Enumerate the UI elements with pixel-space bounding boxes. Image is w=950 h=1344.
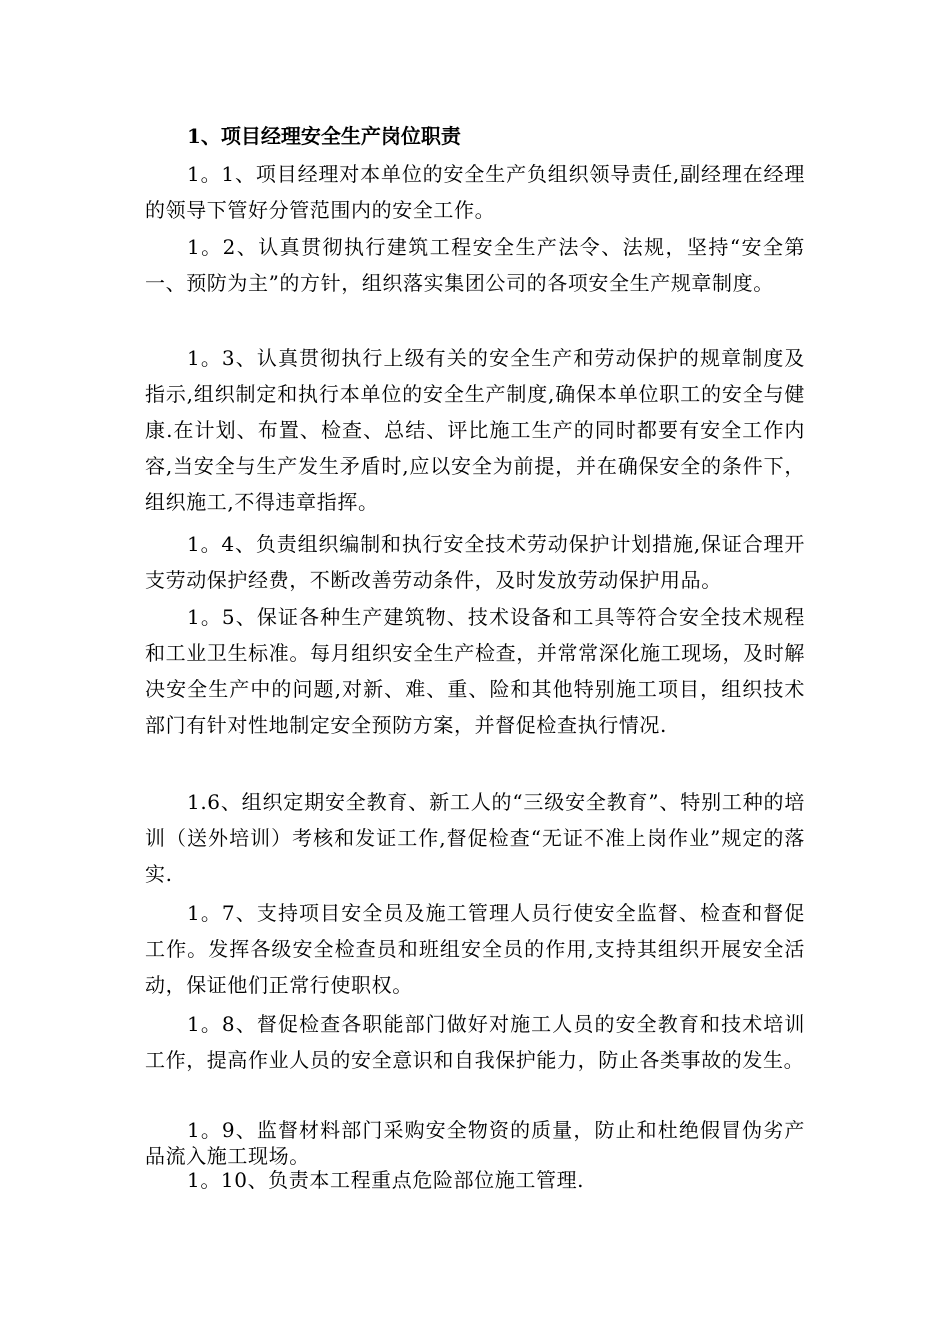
duty-paragraph-1-7: 1。7、支持项目安全员及施工管理人员行使安全监督、检查和督促工作。发挥各级安全检查员和班组安全员的作用,支持其组织开展安全活动，保证他们正常行使职权。 [145,901,805,997]
duty-paragraph-1-6: 1.6、组织定期安全教育、新工人的“三级安全教育”、特别工种的培训（送外培训）考核和发证工作,督促检查“无证不准上岗作业”规定的落实. [145,790,805,886]
duty-paragraph-1-2: 1。2、认真贯彻执行建筑工程安全生产法令、法规，坚持“安全第一、预防为主”的方针，组织落实集团公司的各项安全生产规章制度。 [145,235,805,295]
duty-paragraph-1-9: 1。9、监督材料部门采购安全物资的质量，防止和杜绝假冒伪劣产品流入施工现场。 [145,1118,805,1168]
duty-paragraph-1-3: 1。3、认真贯彻执行上级有关的安全生产和劳动保护的规章制度及指示,组织制定和执行本单位的安全生产制度,确保本单位职工的安全与健康.在计划、布置、检查、总结、评比施工生产的同时都要有安全工作内容,当安全与生产发生矛盾时,应以安全为前提，并在确保安全的条件下，组织施工,不得违章指挥。 [145,346,805,514]
duty-paragraph-1-4: 1。4、负责组织编制和执行安全技术劳动保护计划措施,保证合理开支劳动保护经费，不断改善劳动条件，及时发放劳动保护用品。 [145,532,805,592]
duty-paragraph-1-8: 1。8、督促检查各职能部门做好对施工人员的安全教育和技术培训工作，提高作业人员的安全意识和自我保护能力，防止各类事故的发生。 [145,1012,805,1072]
duty-paragraph-1-5: 1。5、保证各种生产建筑物、技术设备和工具等符合安全技术规程和工业卫生标准。每月组织安全生产检查，并常常深化施工现场，及时解决安全生产中的问题,对新、难、重、险和其他特别施工项目，组织技术部门有针对性地制定安全预防方案，并督促检查执行情况. [145,605,805,737]
section-title: 1、项目经理安全生产岗位职责 [187,124,461,148]
duty-paragraph-1-10: 1。10、负责本工程重点危险部位施工管理. [187,1168,585,1192]
duty-paragraph-1-1: 1。1、项目经理对本单位的安全生产负组织领导责任,副经理在经理的领导下管好分管范围内的安全工作。 [145,162,805,222]
